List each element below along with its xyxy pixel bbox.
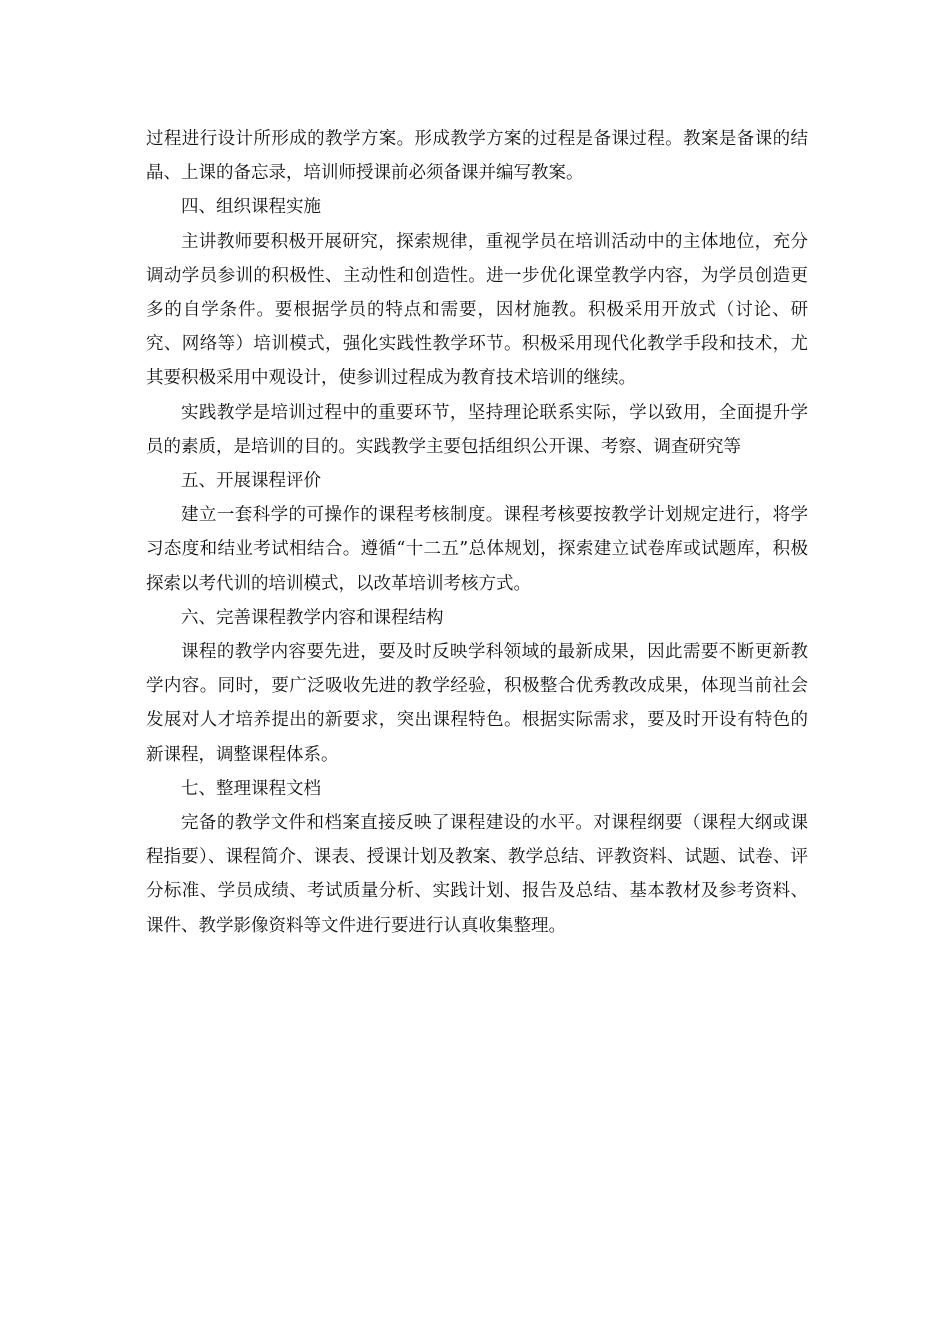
paragraph: 主讲教师要积极开展研究，探索规律，重视学员在培训活动中的主体地位，充分调动学员参训的积极性、主动性和创造性。进一步优化课堂教学内容，为学员创造更多的自学条件。要根据学员的特点和需要，因材施教。积极采用开放式（讨论、研究、网络等）培训模式，强化实践性教学环节。积极采用现代化教学手段和技术，尤其要积极采用中观设计，使参训过程成为教育技术培训的继续。 [146,231,808,389]
section-heading-4: 四、组织课程实施 [181,197,321,218]
section-heading-7: 七、整理课程文档 [181,778,321,799]
paragraph: 实践教学是培训过程中的重要环节，坚持理论联系实际，学以致用，全面提升学员的素质，是培训的目的。实践教学主要包括组织公开课、考察、调查研究等 [146,402,808,457]
section-heading-5: 五、开展课程评价 [181,471,321,492]
paragraph: 建立一套科学的可操作的课程考核制度。课程考核要按教学计划规定进行，将学习态度和结业考试相结合。遵循“十二五”总体规划，探索建立试卷库或试题库，积极探索以考代训的培训模式，以改革培训考核方式。 [146,505,808,594]
paragraph: 课程的教学内容要先进，要及时反映学科领域的最新成果，因此需要不断更新教学内容。同时，要广泛吸收先进的教学经验，积极整合优秀教改成果，体现当前社会发展对人才培养提出的新要求，突出课程特色。根据实际需求，要及时开设有特色的新课程，调整课程体系。 [146,642,808,765]
paragraph: 完备的教学文件和档案直接反映了课程建设的水平。对课程纲要（课程大纲或课程指要）、课程简介、课表、授课计划及教案、教学总结、评教资料、试题、试卷、评分标准、学员成绩、考试质量分析、实践计划、报告及总结、基本教材及参考资料、课件、教学影像资料等文件进行要进行认真收集整理。 [146,813,808,936]
paragraph-continued: 过程进行设计所形成的教学方案。形成教学方案的过程是备课过程。教案是备课的结晶、上课的备忘录，培训师授课前必须备课并编写教案。 [146,129,808,184]
document-body [146,122,808,943]
section-heading-6: 六、完善课程教学内容和课程结构 [181,607,444,628]
